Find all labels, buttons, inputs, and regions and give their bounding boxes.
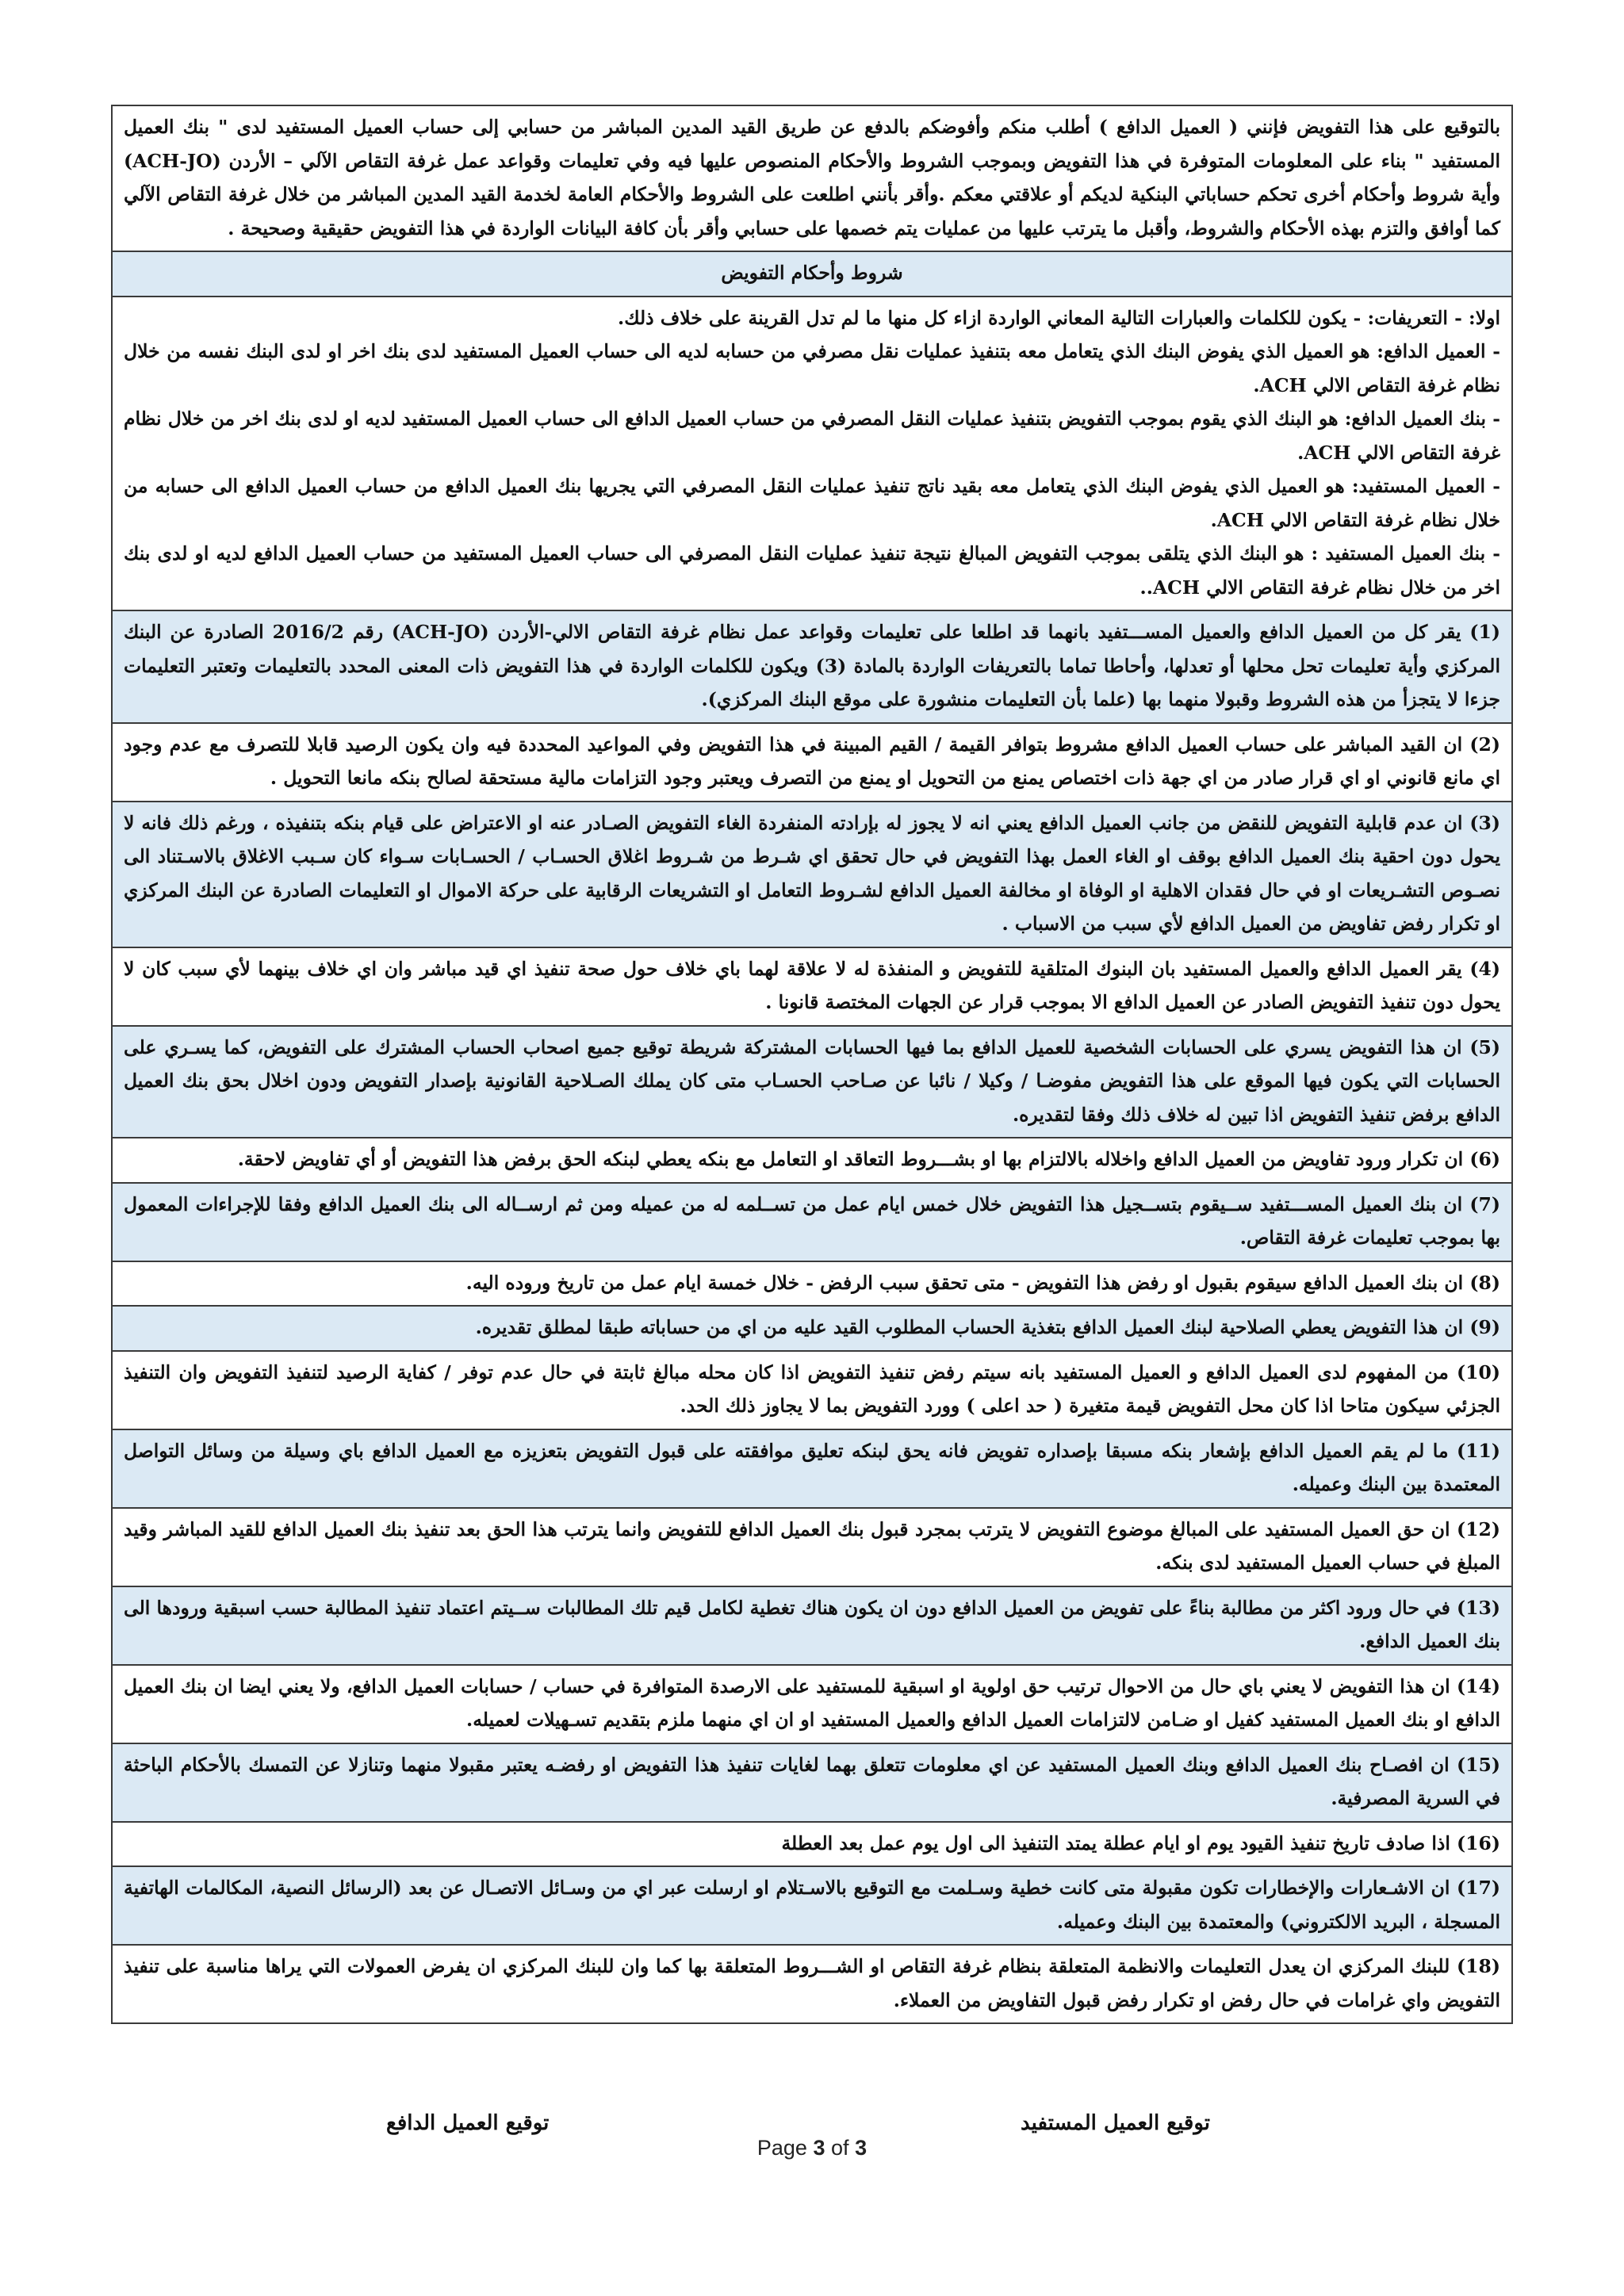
clause-row <box>112 1429 1512 1508</box>
clause-12: (12) ان حق العميل المستفيد على المبالغ موضوع التفويض لا يترتب بمجرد قبول بنك العميل الدافع للتفويض وانما يترتب هذا الحق بعد تنفيذ بنك العميل الدافع للقيد المباشر وقيد المبلغ في حساب العميل المستفيد لدى بنكه. <box>112 1508 1512 1586</box>
heading-row <box>112 251 1512 297</box>
clause-row <box>112 1351 1512 1429</box>
clause-5: (5) ان هذا التفويض يسري على الحسابات الشخصية للعميل الدافع بما فيها الحسابات المشتركة شريطة توقيع جميع اصحاب الحساب المشترك على التفويض، كما يسـري على الحسابات التي يكون فيها الموقع على هذا التفويض مفوضـا / وكيلا / نائبا عن صـاحب الحسـاب متى كان يملك الصـلاحية القانونية بإصدار التفويض ودون اخلال بحق بنك العميل الدافع برفض تنفيذ التفويض اذا تبين له خلاف ذلك وفقا لتقديره. <box>112 1026 1512 1138</box>
clause-row <box>112 1026 1512 1138</box>
clause-3: (3) ان عدم قابلية التفويض للنقض من جانب العميل الدافع يعني انه لا يجوز له بإرادته المنفردة الغاء التفويض الصـادر عنه او الاعتراض على قيام بنكه بتنفيذه ، ورغم ذلك فانه لا يحول دون احقية بنك العميل الدافع بوقف او الغاء العمل بهذا التفويض في حال تحقق اي شـرط من شـروط اغلاق الحسـاب / الحسـابات سـواء كان سـبب الاغلاق بالاسـتناد الى نصـوص التشـريعات او في حال فقدان الاهلية او الوفاة او مخالفة العميل الدافع لشـروط التعامل او التشريعات الرقابية على حركة الاموال او التعليمات الصادرة عن البنك المركزي او تكرار رفض تفاويض من العميل الدافع لأي سبب من الاسباب . <box>112 802 1512 947</box>
current-page-number: 3 <box>813 2136 825 2160</box>
definition-payer-bank: - بنك العميل الدافع: هو البنك الذي يقوم بموجب التفويض بتنفيذ عمليات النقل المصرفي من حساب العميل الدافع الى حساب العميل المستفيد لديه او لدى بنك اخر من خلال نظام غرفة التقاص الالي ACH. <box>124 408 1500 464</box>
clause-row <box>112 1665 1512 1743</box>
clause-row <box>112 947 1512 1026</box>
clause-8: (8) ان بنك العميل الدافع سيقوم بقبول او رفض هذا التفويض - متى تحقق سبب الرفض - خلال خمسة ايام عمل من تاريخ وروده اليه. <box>112 1261 1512 1307</box>
page-footer <box>0 2136 1624 2160</box>
clause-13: (13) في حال ورود اكثر من مطالبة بناءً على تفويض من العميل الدافع دون ان يكون هناك تغطية لكامل قيم تلك المطالبات ســيتم اعتماد تنفيذ المطالبة حسب اسبقية ورودها الى بنك العميل الدافع. <box>112 1586 1512 1665</box>
clause-16: (16) اذا صادف تاريخ تنفيذ القيود يوم او ايام عطلة يمتد التنفيذ الى اول يوم عمل بعد العطلة <box>112 1822 1512 1867</box>
clause-row <box>112 1866 1512 1945</box>
clause-1: (1) يقر كل من العميل الدافع والعميل المســـتفيد بانهما قد اطلعا على تعليمات وقواعد عمل نظام غرفة التقاص الالي-الأردن (ACH-JO) رقم 2016/2 الصادرة عن البنك المركزي وأية تعليمات تحل محلها أو تعدلها، وأحاطا تماما بالتعريفات الواردة بالمادة (3) ويكون للكلمات الواردة في هذا التفويض ذات المعنى المحدد بالتعليمات وتعتبر التعليمات جزءا لا يتجزأ من هذه الشروط وقبولا منهما بها (علما بأن التعليمات منشورة على موقع البنك المركزي). <box>112 610 1512 723</box>
definition-beneficiary: - العميل المستفيد: هو العميل الذي يفوض البنك الذي يتعامل معه بقيد ناتج تنفيذ عمليات النقل المصرفي التي يجريها بنك العميل الدافع من حساب العميل الدافع الى حسابه من خلال نظام غرفة التقاص الالي ACH. <box>124 475 1500 531</box>
clause-18: (18) للبنك المركزي ان يعدل التعليمات والانظمة المتعلقة بنظام غرفة التقاص او الشـــروط المتعلقة بها كما وان للبنك المركزي ان يفرض العمولات التي يراها مناسبة على تنفيذ التفويض واي غرامات في حال رفض او تكرار رفض قبول التفاويض من العملاء. <box>112 1945 1512 2023</box>
clause-row <box>112 1261 1512 1307</box>
definition-beneficiary-bank: - بنك العميل المستفيد : هو البنك الذي يتلقى بموجب التفويض المبالغ نتيجة تنفيذ عمليات النقل المصرفي الى حساب العميل المستفيد من حساب العميل الدافع لديه او لدى بنك اخر من خلال نظام غرفة التقاص الالي ACH.. <box>124 542 1500 599</box>
terms-heading: شروط وأحكام التفويض <box>112 251 1512 297</box>
clause-10: (10) من المفهوم لدى العميل الدافع و العميل المستفيد بانه سيتم رفض تنفيذ التفويض اذا كان محله مبالغ ثابتة في حال عدم توفر / كفاية الرصيد لتنفيذ التفويض وان التنفيذ الجزئي سيكون متاحا اذا كان محل التفويض قيمة متغيرة ( حد اعلى ) وورد التفويض بما لا يجاوز ذلك الحد. <box>112 1351 1512 1429</box>
clause-row <box>112 610 1512 723</box>
of-word: of <box>831 2136 849 2160</box>
beneficiary-signature-label: توقيع العميل المستفيد <box>1021 2111 1211 2135</box>
intro-row <box>112 105 1512 251</box>
clause-6: (6) ان تكرار ورود تفاويض من العميل الدافع واخلاله بالالتزام بها او بشـــروط التعاقد او التعامل مع بنكه يعطي لبنكه الحق برفض هذا التفويض أو أي تفاويض لاحقة. <box>112 1138 1512 1183</box>
clause-9: (9) ان هذا التفويض يعطي الصلاحية لبنك العميل الدافع بتغذية الحساب المطلوب القيد عليه من اي من حساباته طبقا لمطلق تقديره. <box>112 1306 1512 1351</box>
page-word: Page <box>756 2136 807 2160</box>
clause-17: (17) ان الاشـعارات والإخطارات تكون مقبولة متى كانت خطية وسـلمت مع التوقيع بالاسـتلام او ارسلت عبر اي من وسـائل الاتصـال عن بعد (الرسائل النصية، المكالمات الهاتفية المسجلة ، البريد الالكتروني) والمعتمدة بين البنك وعميله. <box>112 1866 1512 1945</box>
clause-row <box>112 1138 1512 1183</box>
clause-row <box>112 802 1512 947</box>
clause-11: (11) ما لم يقم العميل الدافع بإشعار بنكه مسبقا بإصداره تفويض فانه يحق لبنكه تعليق موافقته على قبول التفويض بتعزيزه مع العميل الدافع باي وسيلة من وسائل التواصل المعتمدة بين البنك وعميله. <box>112 1429 1512 1508</box>
payer-signature-label: توقيع العميل الدافع <box>386 2111 550 2135</box>
clause-row <box>112 1183 1512 1261</box>
clause-4: (4) يقر العميل الدافع والعميل المستفيد بان البنوك المتلقية للتفويض و المنفذة له لا علاقة لهما باي خلاف حول صحة تنفيذ اي قيد مباشر وان اي خلاف بينهما لأي سبب كان لا يحول دون تنفيذ التفويض الصادر عن العميل الدافع الا بموجب قرار عن الجهات المختصة قانونا . <box>112 947 1512 1026</box>
clause-row <box>112 1945 1512 2023</box>
clause-row <box>112 1586 1512 1665</box>
clause-2: (2) ان القيد المباشر على حساب العميل الدافع مشروط بتوافر القيمة / القيم المبينة في هذا التفويض وفي المواعيد المحددة فيه وان يكون الرصيد قابلا للتصرف مع عدم وجود اي مانع قانوني او اي قرار صادر من اي جهة ذات اختصاص يمنع من التحويل او يمنع من التصرف ويعتبر وجود التزامات مالية مستحقة لصالح بنكه مانعا التحويل . <box>112 723 1512 802</box>
clause-7: (7) ان بنك العميل المســـتفيد ســيقوم بتســجيل هذا التفويض خلال خمس ايام عمل من تســلمه له من عميله ومن ثم ارســاله الى بنك العميل الدافع وفقا للإجراءات المعمول بها بموجب تعليمات غرفة التقاص. <box>112 1183 1512 1261</box>
clause-15: (15) ان افصـاح بنك العميل الدافع وبنك العميل المستفيد عن اي معلومات تتعلق بهما لغايات تنفيذ هذا التفويض او رفضـه يعتبر مقبولا منهما وتنازلا عن التمسك بالأحكام الباحثة في السرية المصرفية. <box>112 1743 1512 1822</box>
clause-row <box>112 1822 1512 1867</box>
intro-paragraph: بالتوقيع على هذا التفويض فإنني ( العميل الدافع ) أطلب منكم وأفوضكم بالدفع عن طريق القيد المدين المباشر من حسابي إلى حساب العميل المستفيد لدى " بنك العميل المستفيد " بناء على المعلومات المتوفرة في هذا التفويض وبموجب الشروط والأحكام المنصوص عليها فيه وفي تعليمات وقواعد عمل غرفة التقاص الآلي – الأردن (ACH-JO) وأية شروط وأحكام أخرى تحكم حساباتي البنكية لديكم أو علاقتي معكم .وأقر بأنني اطلعت على الشروط والأحكام العامة لخدمة القيد المدين المباشر من خلال غرفة التقاص الآلي كما أوافق والتزم بهذه الأحكام والشروط، وأقبل ما يترتب عليها من عمليات يتم خصمها على حسابي وأقر بأن كافة البيانات الواردة في هذا التفويض حقيقية وصحيحة . <box>112 105 1512 251</box>
clause-row <box>112 1508 1512 1586</box>
definitions-cell <box>112 297 1512 611</box>
clause-14: (14) ان هذا التفويض لا يعني باي حال من الاحوال ترتيب حق اولوية او اسبقية للمستفيد على الارصدة المتوافرة في حساب / حسابات العميل الدافع، ولا يعني ايضا ان بنك العميل الدافع او بنك العميل المستفيد كفيل او ضـامن لالتزامات العميل الدافع والعميل المستفيد او ان اي منهما ملزم بتقديم تسـهيلات لعميله. <box>112 1665 1512 1743</box>
total-pages-number: 3 <box>855 2136 868 2160</box>
terms-table <box>111 105 1513 2024</box>
definitions-row <box>112 297 1512 611</box>
clause-row <box>112 723 1512 802</box>
clause-row <box>112 1306 1512 1351</box>
definition-payer: - العميل الدافع: هو العميل الذي يفوض البنك الذي يتعامل معه بتنفيذ عمليات نقل مصرفي من حسابه لديه الى حساب العميل المستفيد لدى بنك اخر او لدى البنك نفسه من خلال نظام غرفة التقاص الالي ACH. <box>124 340 1500 396</box>
definitions-intro: اولا: - التعريفات: - يكون للكلمات والعبارات التالية المعاني الواردة ازاء كل منها ما لم تدل القرينة على خلاف ذلك. <box>618 306 1500 329</box>
clause-row <box>112 1743 1512 1822</box>
